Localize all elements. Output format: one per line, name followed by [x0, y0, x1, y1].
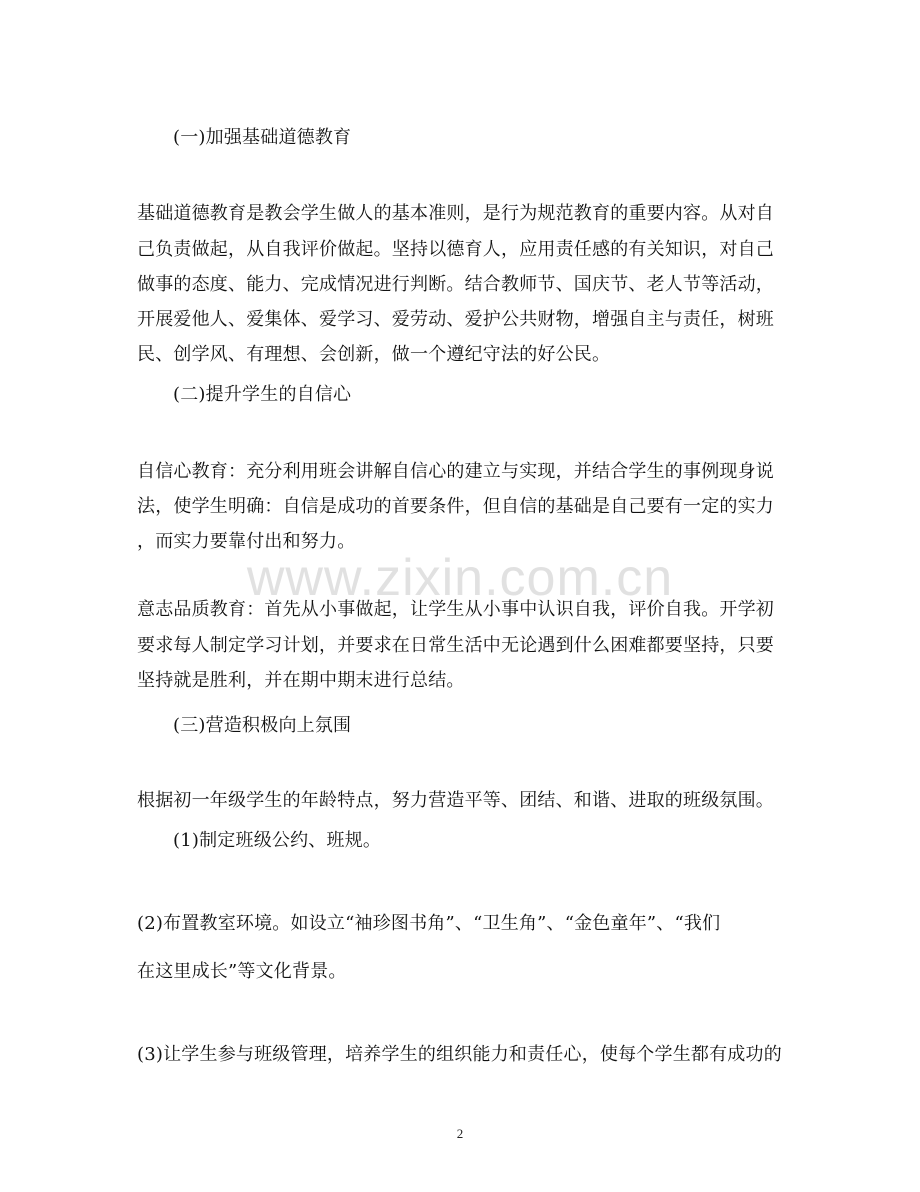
list-item-2-line: 在这里成长”等文化背景。 — [137, 961, 347, 982]
list-item-3-line: (3)让学生参与班级管理，培养学生的组织能力和责任心，使每个学生都有成功的 — [137, 1044, 782, 1065]
paragraph-line: 自信心教育：充分利用班会讲解自信心的建立与实现，并结合学生的事例现身说 — [137, 461, 774, 482]
section-heading-2: (二)提升学生的自信心 — [173, 384, 352, 405]
page-number: 2 — [456, 1126, 464, 1141]
paragraph-line: 意志品质教育：首先从小事做起，让学生从小事中认识自我，评价自我。开学初 — [137, 599, 774, 620]
paragraph-line: 坚持就是胜利，并在期中期末进行总结。 — [137, 670, 465, 691]
paragraph-line: 民、创学风、有理想、会创新，做一个遵纪守法的好公民。 — [137, 344, 611, 365]
paragraph-line: 根据初一年级学生的年龄特点，努力营造平等、团结、和谐、进取的班级氛围。 — [137, 790, 774, 811]
paragraph-line: ，而实力要靠付出和努力。 — [137, 531, 356, 552]
paragraph-line: 做事的态度、能力、完成情况进行判断。结合教师节、国庆节、老人节等活动， — [137, 274, 774, 295]
paragraph-line: 要求每人制定学习计划，并要求在日常生活中无论遇到什么困难都要坚持，只要 — [137, 635, 774, 656]
list-item-2-line: (2)布置教室环境。如设立“袖珍图书角”、“卫生角”、“金色童年”、“我们 — [137, 913, 721, 934]
paragraph-line: 开展爱他人、爱集体、爱学习、爱劳动、爱护公共财物，增强自主与责任，树班 — [137, 309, 774, 330]
section-heading-3: (三)营造积极向上氛围 — [173, 715, 352, 736]
watermark: www.zixin.com.cn — [246, 549, 674, 607]
paragraph-line: 法，使学生明确：自信是成功的首要条件，但自信的基础是自己要有一定的实力 — [137, 496, 774, 517]
list-item-1: (1)制定班级公约、班规。 — [173, 830, 382, 851]
paragraph-line: 基础道德教育是教会学生做人的基本准则，是行为规范教育的重要内容。从对自 — [137, 203, 774, 224]
paragraph-line: 己负责做起，从自我评价做起。坚持以德育人，应用责任感的有关知识，对自己 — [137, 239, 774, 260]
section-heading-1: (一)加强基础道德教育 — [173, 127, 352, 148]
